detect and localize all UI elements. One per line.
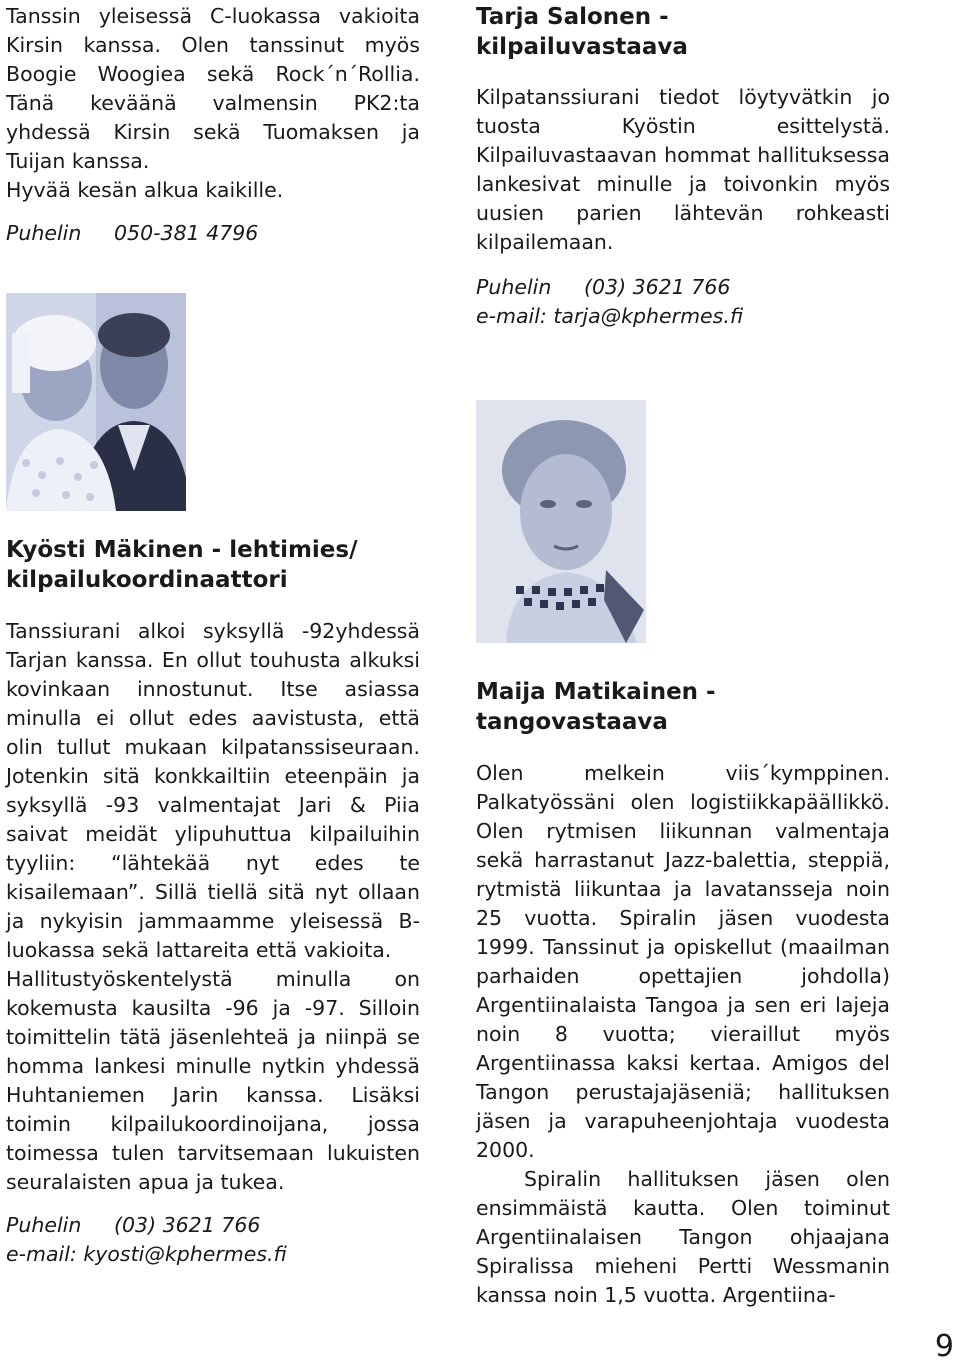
kyosti-heading-line1: Kyösti Mäkinen - lehtimies/ [6, 537, 358, 563]
phone-label: Puhelin [6, 221, 82, 245]
maija-heading-line1: Maija Matikainen - [476, 679, 716, 705]
kyosti-phone-line [6, 1211, 420, 1240]
kyosti-heading-line2: kilpailukoordinaattori [6, 567, 288, 593]
closing-line: Hyvää kesän alkua kaikille. [6, 178, 284, 202]
intro-paragraph: Tanssin yleisessä C-luokassa vakioita Kirsin kanssa. Olen tanssinut myös Boogie Woogiea sekä Rock´n´Rollia. Tänä keväänä valmensin PK2:ta yhdessä Kirsin sekä Tuomaksen ja Tuijan kanssa. [6, 4, 420, 173]
kyosti-email-link[interactable]: kyosti@kphermes.fi [83, 1242, 287, 1266]
maija-paragraph-1: Olen melkein viis´kymppinen. Palkatyössäni olen logistiikkapäällikkö. Olen rytmisen liikunnan valmentaja sekä harrastanut Jazz-balettia, steppiä, rytmistä liikuntaa ja lavatansseja noin 25 vuotta. Spiralin jäsen vuodesta 1999. Tanssinut ja opiskellut (maailman parhaiden opettajien johdolla) Argentiinalaista Tangoa ja sen eri lajeja noin 8 vuotta; vieraillut myös Argentiinassa kaksi kertaa. Amigos del Tangon perustajajäseniä; hallituksen jäsen ja varapuheenjohtaja vuodesta 2000. [476, 761, 890, 1162]
kyosti-paragraph-1: Tanssiurani alkoi syksyllä -92yhdessä Tarjan kanssa. En ollut touhusta alkuksi kovinkaan innostunut. Itse asiassa minulla ei ollut edes aavistusta, että olin tullut mukaan kilpatanssiseuraan. Jotenkin sitä konkkailtiin eteenpäin ja syksyllä -93 valmentajat Jari & Piia saivat meidät ylipuhuttua kilpailuihin tyyliin: “lähtekää nyt edes te kisailemaan”. Sillä tiellä sitä nyt ollaan ja nykyisin jammaamme yleisessä B-luokassa sekä lattareita että vakioita. [6, 619, 420, 962]
kyosti-phone-number: (03) 3621 766 [114, 1213, 261, 1237]
kyosti-section [6, 535, 420, 1269]
woman-portrait-photo [476, 400, 646, 643]
kyosti-paragraph-2: Hallitustyöskentelystä minulla on kokemusta kausilta -96 ja -97. Silloin toimittelin tätä jäsenlehteä ja niinpä se homma lankesi minulle nytkin yhdessä Huhtaniemen Jarin kanssa. Lisäksi toimin kilpailukoordinoijana, jossa toimessa tulen tarvitsemaan lukuisten seuralaisten apua ja tukea. [6, 967, 420, 1194]
kyosti-heading [6, 535, 420, 595]
tarja-paragraph: Kilpatanssiurani tiedot löytyvätkin jo tuosta Kyöstin esittelystä. Kilpailuvastaavan hommat hallituksessa lankesivat minulle ja toivonkin myös uusien parien lähtevän rohkeasti kilpailemaan. [476, 85, 890, 254]
maija-section [476, 677, 890, 1310]
maija-paragraph-2: Spiralin hallituksen jäsen olen ensimmäistä kautta. Olen toiminut Argentiinalaisen Tangon ohjaajana Spiralissa mieheni Pertti Wessmanin kanssa noin 1,5 vuotta. Argentiina- [476, 1167, 890, 1307]
couple-photo-icon [6, 293, 186, 511]
tarja-email-label: e-mail: [476, 304, 547, 328]
tarja-phone-number: (03) 3621 766 [584, 275, 731, 299]
page-number: 9 [934, 1329, 954, 1364]
phone-number: 050-381 4796 [114, 221, 259, 245]
maija-heading [476, 677, 890, 737]
tarja-phone-label: Puhelin [476, 275, 552, 299]
tarja-email-line [476, 302, 890, 331]
tarja-heading-line1: Tarja Salonen - [476, 4, 669, 30]
maija-heading-line2: tangovastaava [476, 709, 668, 735]
tarja-heading-line2: kilpailuvastaava [476, 34, 688, 60]
tarja-heading [476, 2, 890, 62]
maija-photo-icon [476, 400, 646, 643]
couple-portrait-photo [6, 293, 186, 511]
kyosti-email-label: e-mail: [6, 1242, 77, 1266]
kyosti-email-line [6, 1240, 420, 1269]
tarja-email-link[interactable]: tarja@kphermes.fi [553, 304, 744, 328]
tarja-section [476, 2, 890, 331]
left-top-section [6, 2, 420, 248]
kyosti-phone-label: Puhelin [6, 1213, 82, 1237]
tarja-phone-line [476, 273, 890, 302]
phone-line [6, 219, 420, 248]
